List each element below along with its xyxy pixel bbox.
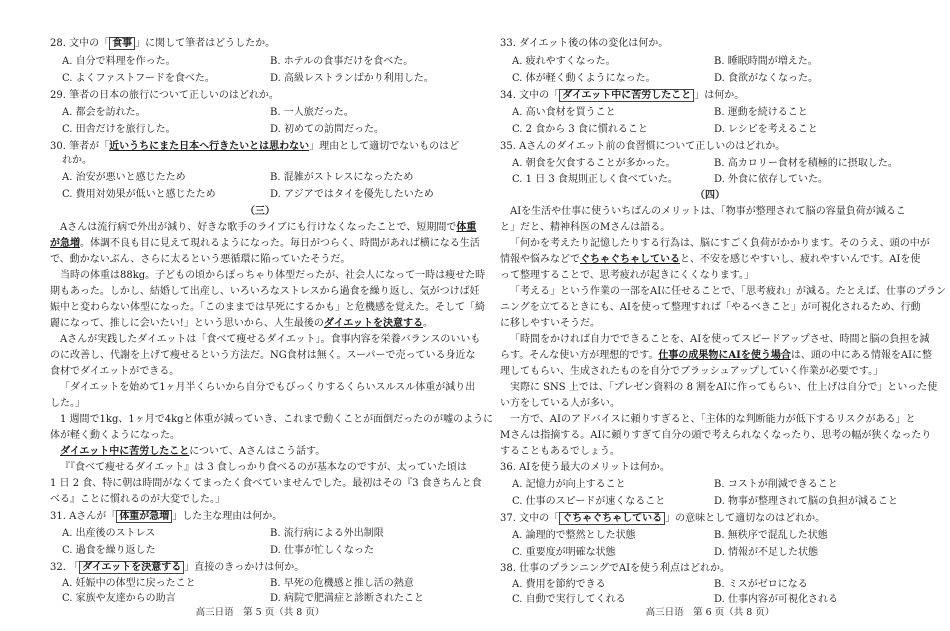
paragraph-line: した。」 <box>50 398 85 409</box>
option-b: B. 睡眠時間が増えた。 <box>714 56 818 67</box>
option-a: A. 論理的で整然とした状態 <box>512 530 636 541</box>
page-footer: 高三日语 第 6 页（共 8 页） <box>645 607 775 618</box>
underlined-phrase: 近いうちにまた日本へ行きたいとは思わない <box>109 141 310 152</box>
paragraph-line: のに改善し、代謝を上げて痩せるという方法だ。NG食材は無く。スーパーで売っている身近な <box>50 350 476 361</box>
option-c: C. 家族や友達からの助言 <box>62 593 176 604</box>
paragraph-line: と」だと、精神科医のMさんは語る。 <box>500 222 671 233</box>
underlined-phrase: 体重 <box>456 222 477 233</box>
paragraph-line: 理してもらい、生成されたものを自分でブラッシュアップしていく作業が必要です。」 <box>500 366 884 377</box>
paragraph-line: Mさんは指摘する。AIに頼りすぎて自分の頭で考えられなくなったり、思考の幅が狭くなったり <box>500 430 932 441</box>
section-heading-3: （三） <box>245 206 275 217</box>
paragraph-line: ニングを立てるときにも、AIを使って整理すれば「やるべきこと」が可視化されるため、行動 <box>500 302 921 313</box>
paragraph-line: 情報や悩みなどでぐちゃぐちゃしていると、不安を感じやすいし、疲れやすいんです。AIを使 <box>500 254 921 265</box>
option-c: C. 自動で実行してくれる <box>512 594 626 605</box>
paragraph-line: らす。そんな使い方が理想的です。仕事の成果物にAIを使う場合は、頭の中にある情報をAIに整 <box>500 350 933 361</box>
option-a: A. 高い食材を買うこと <box>512 107 616 118</box>
paragraph-line: って整理することで、思考疲れが起きにくくなります。」 <box>500 270 754 281</box>
option-b: B. 混雑がストレスになったため <box>270 172 414 183</box>
paragraph-line: ダイエット中に苦労したことについて、Aさんはこう話す。 <box>60 446 326 457</box>
option-d: D. アジアではタイを優先したいため <box>270 189 434 200</box>
underlined-phrase: ダイエット中に苦労したこと <box>60 446 190 457</box>
option-a: A. 都会を訪れた。 <box>62 107 146 118</box>
paragraph-line: 「ダイエットを始めて1ヶ月半くらいから自分でもびっくりするくらいスルスル体重が減り出 <box>60 382 476 393</box>
option-b: B. 高カロリー食材を積極的に摂取した。 <box>714 158 898 169</box>
paragraph-line: が急増。体調不良も目に見えて現れるようになった。毎日がつらく、時間があれば横になる生活 <box>50 238 480 249</box>
option-a: A. 記憶力が向上すること <box>512 479 626 490</box>
paragraph-line: AIを生活や仕事に使ういちばんのメリットは、「物事が整理されて脳の容量負荷が減るこ <box>510 206 906 217</box>
option-c: C. よくファストフードを食べた。 <box>62 73 215 84</box>
keyword-box: ぐちゃぐちゃしている <box>559 512 665 525</box>
option-d: D. レシピを考えること <box>714 124 818 135</box>
paragraph-line: 「考える」という作業の一部をAIに任せることで、「思考疲れ」が減る。たとえば、仕事のプラン <box>510 286 946 297</box>
paragraph-line: 麗になって、推しに会いたい!」という思いから、人生最後のダイエットを決意する。 <box>50 318 434 329</box>
option-a: A. 費用を節約できる <box>512 579 606 590</box>
option-c: C. 2 食から 3 食に慣れること <box>512 124 648 135</box>
option-b: B. 一人旅だった。 <box>270 107 354 118</box>
underlined-phrase: ダイエットを決意する <box>323 318 424 329</box>
page-footer: 高三日语 第 5 页（共 8 页） <box>195 607 325 618</box>
question-37: 37. 文中の「 ぐちゃぐちゃしている 」の意味として適切なのはどれか。 <box>500 513 826 524</box>
option-d: D. 仕事内容が可視化される <box>714 594 839 605</box>
paragraph-line: 娠中と変わらない体型になった。「このままでは早死にするかも」と危機感を覚えた。そして「綺 <box>50 302 485 313</box>
keyword-box: 体重が急増 <box>116 510 172 523</box>
option-d: D. 食欲がなくなった。 <box>714 73 819 84</box>
option-d: D. 外食に依存していた。 <box>714 174 829 185</box>
right-page <box>500 0 946 631</box>
question-36: 36. AIを使う最大のメリットは何か。 <box>500 462 670 473</box>
question-31: 31. Aさんが「 体重が急増 」した主な理由は何か。 <box>50 511 283 522</box>
option-a: A. 朝食を欠食することが多かった。 <box>512 158 676 169</box>
option-a: A. 疲れやすくなった。 <box>512 56 616 67</box>
paragraph-line: べる』ことに慣れるのが大変でした。」 <box>50 494 225 505</box>
paragraph-line: 一方で、AIのアドバイスに頼りすぎると、「主体的な判断能力が低下するリスクがある」と <box>510 414 916 425</box>
paragraph-line: で、動かないぶん、さらに太るという悪循環に陥っていたそうだ。 <box>50 254 351 265</box>
paragraph-line: 食材でダイエットができる。 <box>50 366 180 377</box>
option-a: A. 出産後のストレス <box>62 528 156 539</box>
paragraph-line: 体が軽く動くようになった。 <box>50 430 180 441</box>
option-c: C. 田舎だけを旅行した。 <box>62 124 176 135</box>
option-b: B. ミスがゼロになる <box>714 579 808 590</box>
option-a: A. 治安が悪いと感じたため <box>62 172 186 183</box>
paragraph-line: することもあるでしょう。 <box>500 446 620 457</box>
keyword-box: ダイエット中に苦労したこと <box>559 89 694 102</box>
option-c: C. 体が軽く動くようになった。 <box>512 73 656 84</box>
option-b: B. ホテルの食事だけを食べた。 <box>270 56 414 67</box>
option-c: C. 過食を繰り返した <box>62 545 156 556</box>
keyword-box: ダイエットを決意する <box>79 561 184 574</box>
option-b: B. 運動を続けること <box>714 107 808 118</box>
option-c: C. 仕事のスピードが速くなること <box>512 496 666 507</box>
option-b: B. 無秩序で混乱した状態 <box>714 530 828 541</box>
option-b: B. 流行病による外出制限 <box>270 528 384 539</box>
underlined-phrase: ぐちゃぐちゃしている <box>580 254 680 265</box>
paragraph-line: Aさんが実践したダイエットは「食べて痩せるダイエット」。食事内容を栄養バランスのいいも <box>60 334 481 345</box>
option-d: D. 高級レストランばかり利用した。 <box>270 73 434 84</box>
paragraph-line: 1 週間で1kg、1ヶ月で4kgと体重が減っていき、これまで動くことが面倒だったのが嘘のように <box>60 414 494 425</box>
option-c: C. 1 日 3 食規則正しく食べていた。 <box>512 174 678 185</box>
paragraph-line: に移しやすいそうだ。 <box>500 318 600 329</box>
question-32: 32. 「 ダイエットを決意する 」直接のきっかけは何か。 <box>50 562 305 573</box>
left-page <box>50 0 494 631</box>
paragraph-line: 期もあった。しかし、結婚して出産し、いろいろなストレスから過食を繰り返し、気がつけば妊 <box>50 286 480 297</box>
option-d: D. 情報が不足した状態 <box>714 547 819 558</box>
option-c: C. 費用対効果が低いと感じたため <box>62 189 216 200</box>
option-c: C. 重要度が明確な状態 <box>512 547 616 558</box>
question-28: 28. 文中の「 食事 」に関して筆者はどうしたか。 <box>50 38 276 49</box>
option-b: B. コストが削減できること <box>714 479 838 490</box>
option-d: D. 物事が整理されて脳の負担が減ること <box>714 496 899 507</box>
paragraph-line: 実際に SNS 上では、「プレゼン資料の 8 割をAIに作ってもらい、仕上げは自分で」といった使 <box>510 382 938 393</box>
keyword-box: 食事 <box>109 37 135 50</box>
paragraph-line: 当時の体重は88kg。子どもの頃からぽっちゃり体型だったが、社会人になって一時は痩せた時 <box>60 270 486 281</box>
underlined-phrase: 仕事の成果物にAIを使う場合 <box>658 350 791 361</box>
option-a: A. 自分で料理を作った。 <box>62 56 176 67</box>
option-b: B. 早死の危機感と推し活の熱意 <box>270 578 414 589</box>
underlined-phrase: が急増 <box>50 238 80 249</box>
option-d: D. 仕事が忙しくなった <box>270 545 375 556</box>
question-35: 35. Aさんのダイエット前の食習慣について正しいのはどれか。 <box>500 141 786 152</box>
option-d: D. 初めての訪問だった。 <box>270 124 385 135</box>
question-30-cont: れか。 <box>62 155 92 166</box>
question-38: 38. 仕事のプランニングでAIを使う利点はどれか。 <box>500 563 731 574</box>
paragraph-line: Aさんは流行病で外出が減り、好きな歌手のライブにも行けなくなったことで、短期間で体重 <box>60 222 477 233</box>
section-heading-4: （四） <box>695 190 725 201</box>
question-33: 33. ダイエット後の体の変化は何か。 <box>500 38 669 49</box>
question-29: 29. 筆者の日本の旅行について正しいのはどれか。 <box>50 90 279 101</box>
paragraph-line: 『『食べて痩せるダイエット』は 3 食しっかり食べるのが基本なのですが、太っていた頃は <box>60 462 467 473</box>
paragraph-line: 「時間をかければ自力でできることを、AIを使ってスピードアップさせ、時間と脳の負担を減 <box>510 334 930 345</box>
paragraph-line: 「何かを考えたり記憶したりする行為は、脳にすごく負荷がかかります。そのうえ、頭の中が <box>510 238 930 249</box>
paragraph-line: い方をしている人が多い。 <box>500 398 620 409</box>
question-34: 34. 文中の「 ダイエット中に苦労したこと 」は何か。 <box>500 90 745 101</box>
option-d: D. 病院で肥満症と診断されたこと <box>270 593 425 604</box>
question-30: 30. 筆者が「近いうちにまた日本へ行きたいとは思わない」理由として適切でないものはど <box>50 141 460 152</box>
paragraph-line: 1 日 2 食、特に朝は時間がなくてまったく食べていませんでした。最初はその『3 食きちんと食 <box>50 478 482 489</box>
option-a: A. 妊娠中の体型に戻ったこと <box>62 578 196 589</box>
